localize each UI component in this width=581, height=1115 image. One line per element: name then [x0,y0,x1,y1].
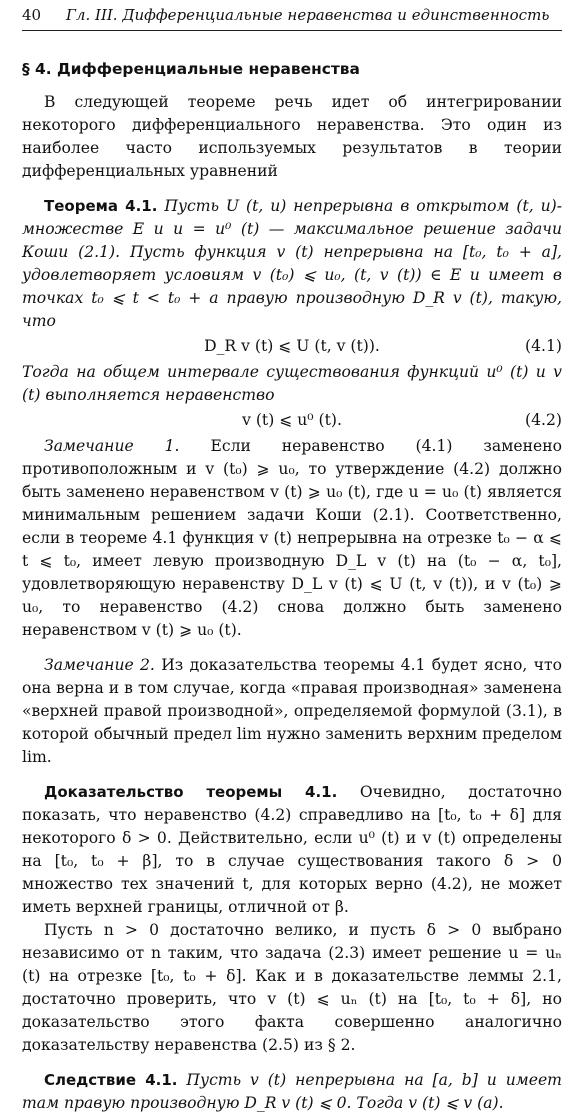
equation-4-1-number: (4.1) [525,337,562,355]
remark-1 [22,435,562,642]
theorem-text: Пусть U (t, u) непрерывна в открытом (t, u)-множестве E и u = u⁰ (t) — максимальное решение задачи Коши (2.1). Пусть функция v (t) непрерывна на [t₀, t₀ + a], удовлетворяет условиям v (t₀) ⩽ u₀, (t, v (t)) ∈ E и имеет в точках t₀ ⩽ t < t₀ + a правую производную D_R v (t), такую, что [22,197,562,330]
proof-paragraph-2: Пусть n > 0 достаточно велико, и пусть δ > 0 выбрано независимо от n таким, что задача (2.3) имеет решение u = uₙ (t) на отрезке [t₀, t₀ + δ]. Как и в доказательстве леммы 2.1, достаточно проверить, что v (t) ⩽ uₙ (t) на [t₀, t₀ + δ], но доказательство этого факта совершенно аналогично доказательству неравенства (2.5) из § 2. [22,921,562,1054]
page-body [22,58,562,1115]
running-title: Гл. III. Дифференциальные неравенства и единственность [66,6,550,24]
corollary-text: Пусть v (t) непрерывна на [a, b] и имеет там правую производную D_R v (t) ⩽ 0. Тогда v (t) ⩽ v (a). [22,1071,562,1112]
corollary-label: Следствие 4.1. [44,1071,178,1089]
remark-1-text: Если неравенство (4.1) заменено противоположным и v (t₀) ⩾ u₀, то утверждение (4.2) должно быть заменено неравенством v (t) ⩾ u₀ (t), где u = u₀ (t) является минимальным решением задачи Коши (2.1). Соответственно, если в теореме 4.1 функция v (t) непрерывна на отрезке t₀ − α ⩽ t ⩽ t₀, имеет левую производную D_L v (t) на (t₀ − α, t₀], удовлетворяющую неравенству D_L v (t) ⩽ U (t, v (t)), и v (t₀) ⩾ u₀, то неравенство (4.2) снова должно быть заменено неравенством v (t) ⩾ u₀ (t). [22,437,562,639]
proof-text: Очевидно, достаточно показать, что неравенство (4.2) справедливо на [t₀, t₀ + δ] для некоторого δ > 0. Действительно, если u⁰ (t) и v (t) определены на [t₀, t₀ + β], то в случае существования такого δ > 0 множество тех значений t, для которых верно (4.2), не может иметь верхней границы, отличной от β. [22,783,563,916]
remark-1-label: Замечание 1. [44,437,180,455]
page-number: 40 [22,6,42,24]
section-title: § 4. Дифференциальные неравенства [22,60,360,78]
proof-paragraph [22,781,562,919]
remark-2 [22,654,562,769]
equation-4-1-expr: D_R v (t) ⩽ U (t, v (t)). [204,337,380,355]
remark-2-text: Из доказательства теоремы 4.1 будет ясно, что она верна и в том случае, когда «правая производная» заменена «верхней правой производной», определяемой формулой (3.1), в которой обычный предел lim нужно заменить верхним пределом lim. [22,656,562,766]
intro-paragraph: В следующей теореме речь идет об интегрировании некоторого дифференциального неравенства. Это один из наиболее часто используемых результатов в теории дифференциальных уравнений [22,93,562,180]
equation-4-2-expr: v (t) ⩽ u⁰ (t). [242,411,342,429]
header-rule [22,30,562,31]
theorem-label: Теорема 4.1. [44,197,158,215]
theorem-continuation: Тогда на общем интервале существования функций u⁰ (t) и v (t) выполняется неравенство [22,363,562,404]
corollary-paragraph [22,1069,562,1115]
equation-4-2-number: (4.2) [525,411,562,429]
theorem-paragraph [22,195,562,333]
remark-2-label: Замечание 2. [44,656,155,674]
equation-4-2 [22,409,562,432]
page-header [22,6,562,30]
proof-label: Доказательство теоремы 4.1. [44,783,338,801]
equation-4-1 [22,335,562,358]
